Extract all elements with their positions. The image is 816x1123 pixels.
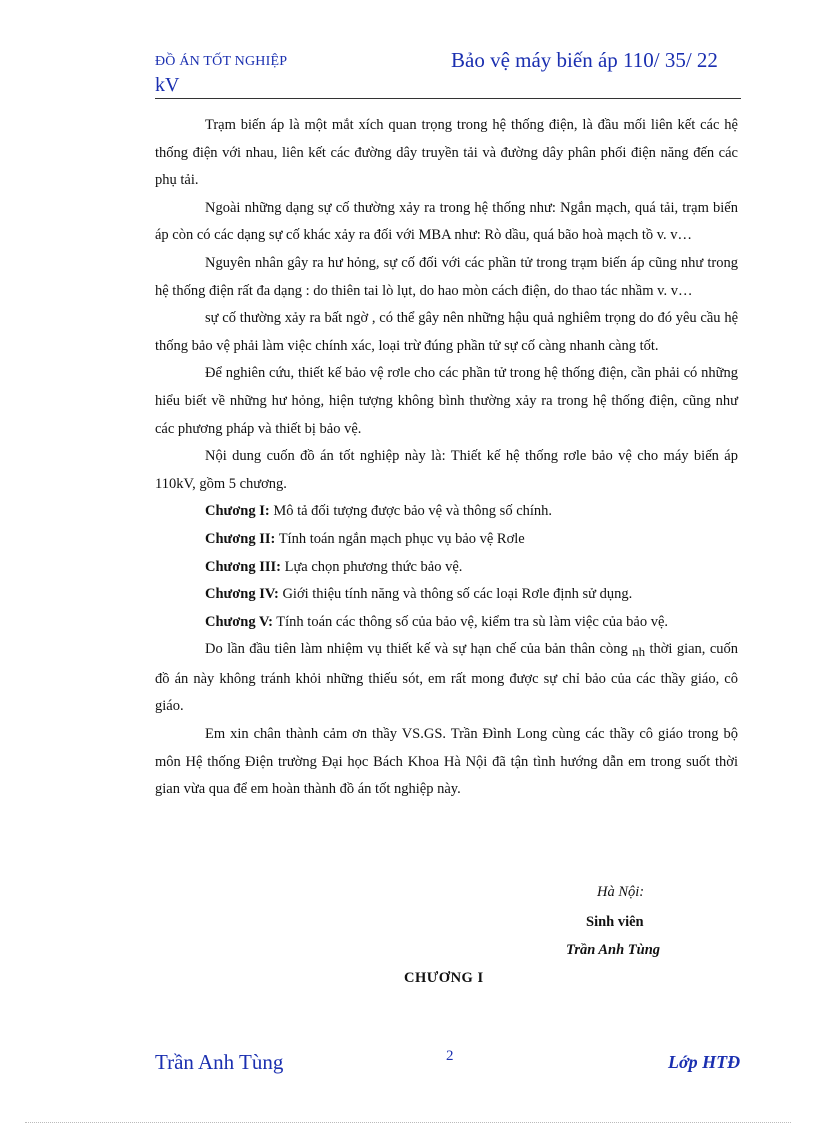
paragraph: Nội dung cuốn đồ án tốt nghiệp này là: Thiết kế hệ thống rơle bảo vệ cho máy biến áp 110kV, gồm 5 chương.	[155, 448, 738, 492]
signature-role: Sinh viên	[586, 914, 644, 930]
closing-paragraph	[155, 636, 738, 721]
chapter-item	[155, 554, 738, 582]
paragraph: Ngoài những dạng sự cố thường xảy ra trong hệ thống như: Ngắn mạch, quá tải, trạm biến áp còn có các dạng sự cố khác xảy ra đối với MBA như: Rò dầu, quá bão hoà mạch tồ v. v…	[155, 199, 738, 244]
chapter-label: Chương II:	[205, 530, 276, 547]
chapter-item	[155, 609, 738, 637]
closing-text-end: thời gian, cuốn đồ án này không tránh khỏi những thiếu sót, em rất mong được sự chỉ bảo của các thầy giáo, cô giáo.	[155, 641, 739, 715]
chapter-description: Giới thiệu tính năng và thông số các loại Rơle định sử dụng.	[278, 586, 633, 603]
signature-name: Trần Anh Tùng	[566, 942, 661, 958]
header-title-unit: kV	[155, 74, 180, 96]
chapter-label: Chương III:	[205, 558, 281, 575]
paragraph: Nguyên nhân gây ra hư hỏng, sự cố đối với các phần tử trong trạm biến áp cũng như trong hệ thống điện rất đa dạng : do thiên tai lò lụt, do hao mòn cách điện, do thao tác nhầm v. v…	[155, 254, 738, 299]
header-divider	[155, 98, 741, 99]
closing-text-start: Do lần đầu tiên làm nhiệm vụ thiết kế và sự hạn chế của bản thân còng	[205, 641, 633, 658]
next-chapter-heading: CHƯƠNG I	[404, 970, 484, 986]
signature-place: Hà Nội:	[597, 884, 645, 900]
footer-class: Lớp HTĐ	[668, 1052, 741, 1072]
acknowledgement-paragraph: Em xin chân thành cảm ơn thầy VS.GS. Trần Đình Long cùng các thầy cô giáo trong bộ môn Hệ thống Điện trường Đại học Bách Khoa Hà Nội đã tận tình hướng dẫn em trong suốt thời gian vừa qua để em hoàn thành đồ án tốt nghiệp này.	[155, 726, 738, 798]
closing-subscript-fragment: nh	[632, 644, 646, 660]
paragraph: sự cố thường xảy ra bất ngờ , có thể gây nên những hậu quả nghiêm trọng do đó yêu cầu hệ thống bảo vệ phải làm việc chính xác, loại trừ đúng phần tử sự cố càng nhanh càng tốt.	[155, 310, 738, 354]
chapter-description: Mô tả đối tượng được bảo vệ và thông số chính.	[269, 503, 553, 520]
chapter-label: Chương I:	[205, 503, 270, 520]
chapter-item	[155, 526, 738, 554]
chapter-item	[155, 498, 738, 526]
chapter-label: Chương V:	[205, 613, 273, 630]
document-body	[155, 112, 738, 804]
footer-author-name: Trần Anh Tùng	[155, 1050, 284, 1074]
page-number: 2	[446, 1048, 454, 1064]
chapter-description: Lựa chọn phương thức bảo vệ.	[280, 558, 463, 575]
paragraph: Trạm biến áp là một mắt xích quan trọng trong hệ thống điện, là đầu mối liên kết các hệ thống điện với nhau, liên kết các đường dây truyền tải và đường dây phân phối điện năng đến các phụ tải.	[155, 117, 738, 189]
chapter-label: Chương IV:	[205, 586, 279, 603]
header-document-title: Bảo vệ máy biến áp 110/ 35/ 22	[451, 48, 718, 72]
chapter-item	[155, 581, 738, 609]
header-document-type: ĐỒ ÁN TỐT NGHIỆP	[155, 54, 288, 69]
chapter-description: Tính toán các thông số của bảo vệ, kiểm tra sù làm việc của bảo vệ.	[272, 613, 669, 630]
paragraph: Để nghiên cứu, thiết kế bảo vệ rơle cho các phần tử trong hệ thống điện, cần phải có những hiểu biết về những hư hỏng, hiện tượng không bình thường xảy ra trong hệ thống điện, cũng như các phương pháp và thiết bị bảo vệ.	[155, 365, 738, 437]
chapter-description: Tính toán ngắn mạch phục vụ bảo vệ Rơle	[275, 530, 525, 547]
